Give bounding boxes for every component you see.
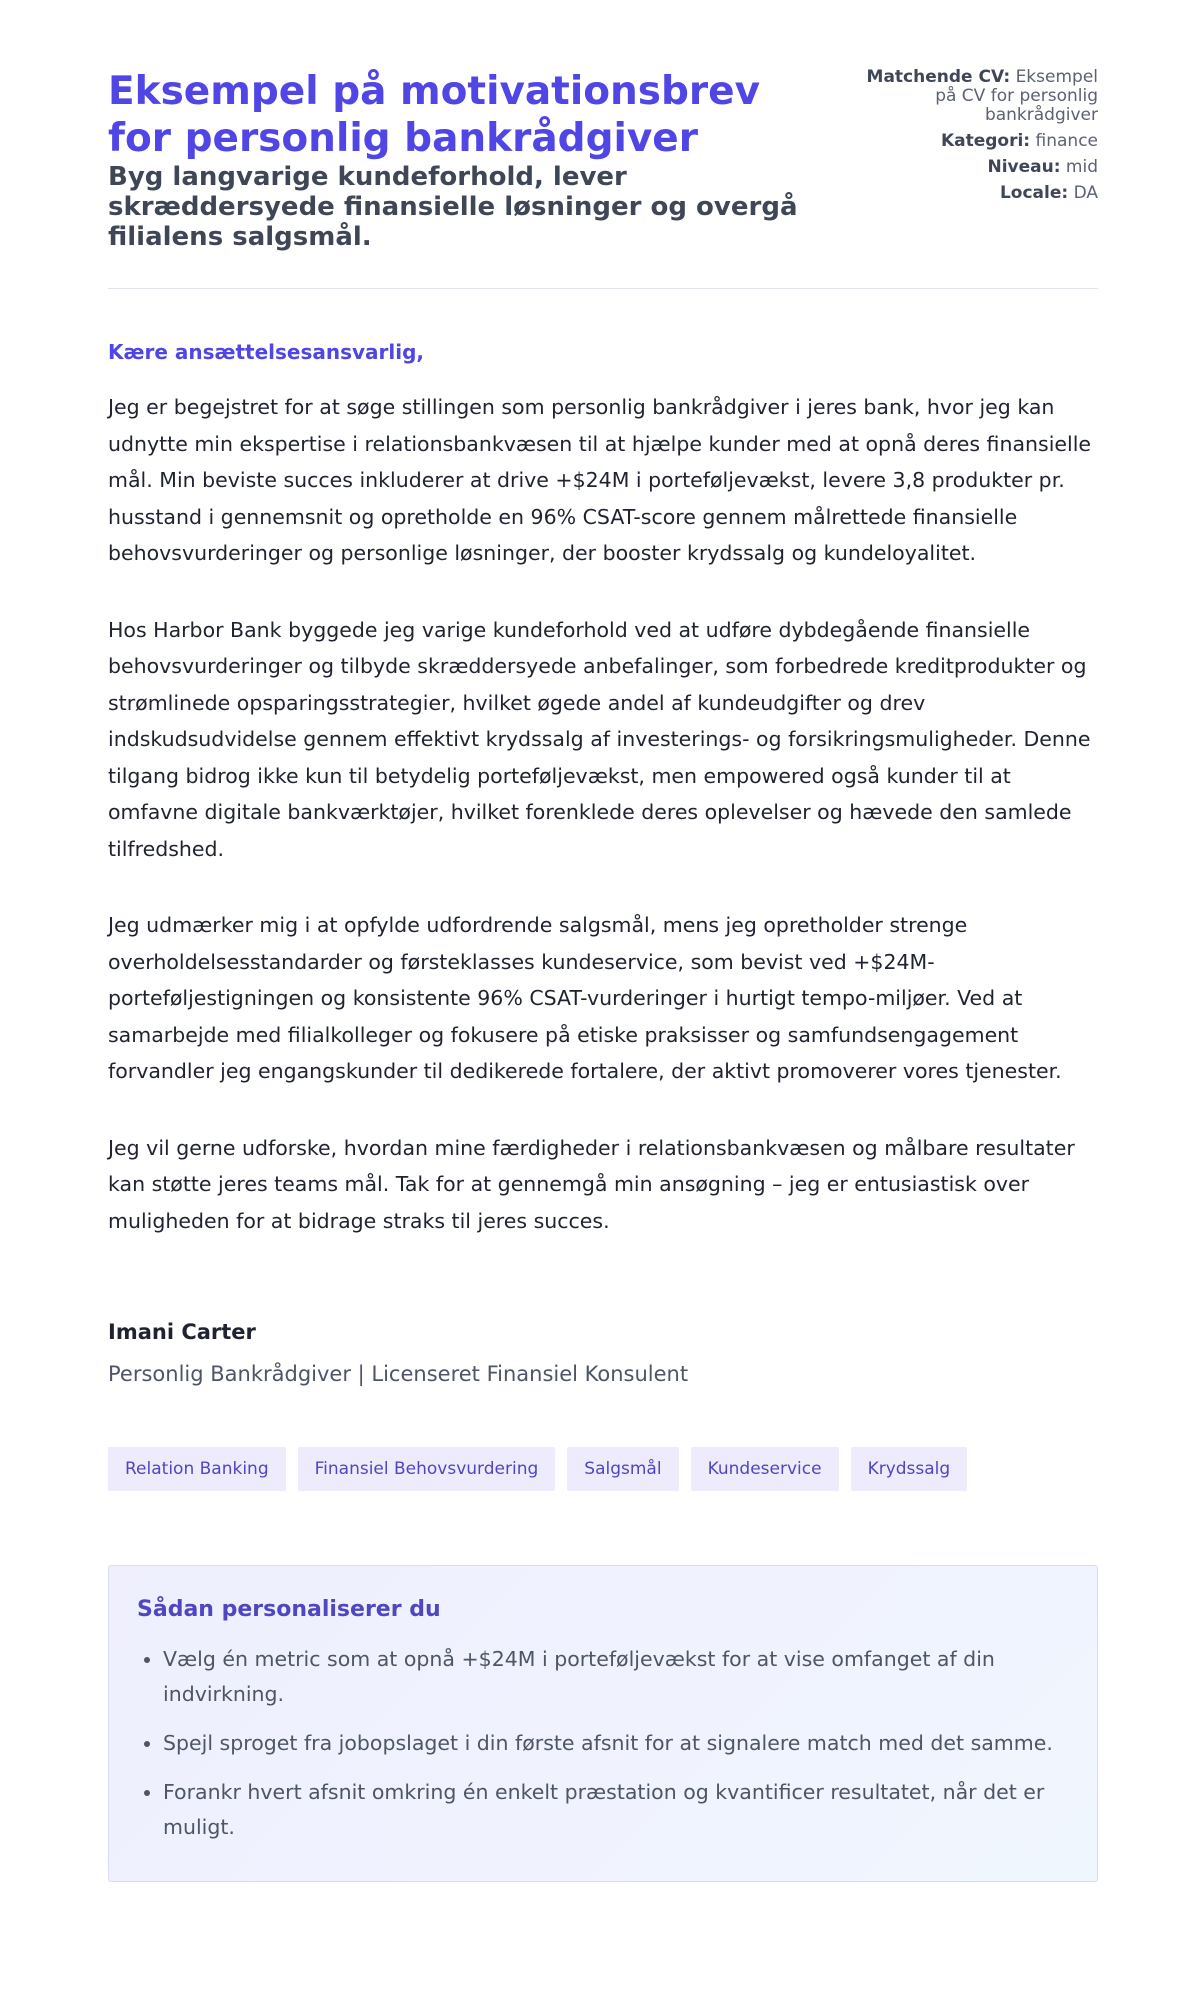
skill-tags	[108, 1447, 1098, 1491]
header-divider	[108, 288, 1098, 289]
tip-item: • Vælg én metric som at opnå +$24M i porteføljevækst for at vise omfanget af din indvirkning.	[163, 1642, 1069, 1712]
meta-category-label: Kategori:	[940, 131, 1031, 151]
letter-paragraph: Jeg vil gerne udforske, hvordan mine færdigheder i relationsbankvæsen og målbare resultater kan støtte jeres teams mål. Tak for at gennemgå min ansøgning – jeg er entusiastisk over muligheden for at bidrage straks til jeres succes.	[108, 1135, 1075, 1233]
meta-cv	[848, 68, 1098, 125]
salutation: Kære ansættelsesansvarlig,	[108, 340, 425, 364]
meta-level-value: mid	[1065, 157, 1098, 177]
meta-locale	[848, 184, 1098, 203]
tips-title: Sådan personaliserer du	[137, 1597, 441, 1622]
skill-tag: Kundeservice	[691, 1447, 839, 1491]
title-block	[108, 68, 828, 252]
skill-tag: Salgsmål	[567, 1447, 678, 1491]
meta-level-label: Niveau:	[987, 157, 1061, 177]
letter-paragraph: Jeg er begejstret for at søge stillingen som personlig bankrådgiver i jeres bank, hvor jeg kan udnytte min ekspertise i relationsbankvæsen til at hjælpe kunder med at opnå deres finansielle mål. Min beviste succes inkluderer at drive +$24M i porteføljevækst, levere 3,8 produkter pr. husstand i gennemsnit og opretholde en 96% CSAT-score gennem målrettede finansielle behovsvurderinger og personlige løsninger, der booster krydssalg og kundeloyalitet.	[108, 395, 1092, 565]
meta-cv-value: Eksempel på CV for personlig bankrådgiver	[935, 67, 1098, 125]
meta-category	[848, 132, 1098, 151]
page-header	[108, 68, 1098, 252]
skill-tag: Finansiel Behovsvurdering	[298, 1447, 556, 1491]
personalization-tips-box	[108, 1565, 1098, 1882]
letter-paragraph: Hos Harbor Bank byggede jeg varige kundeforhold ved at udføre dybdegående finansielle behovsvurderinger og tilbyde skræddersyede anbefalinger, som forbedrede kreditprodukter og strømlinede opsparingsstrategier, hvilket øgede andel af kundeudgifter og drev indskudsudvidelse gennem effektivt krydssalg af investerings- og forsikringsmuligheder. Denne tilgang bidrog ikke kun til betydelig porteføljevækst, men empowered også kunder til at omfavne digitale bankværktøjer, hvilket forenklede deres oplevelser og hævede den samlede tilfredshed.	[108, 617, 1091, 861]
signature-name: Imani Carter	[108, 1320, 256, 1344]
page-title: Eksempel på motivationsbrev for personlig bankrådgiver	[108, 69, 760, 161]
meta-locale-label: Locale:	[999, 183, 1069, 203]
skill-tag: Krydssalg	[851, 1447, 968, 1491]
meta-panel	[848, 68, 1098, 210]
meta-category-value: finance	[1035, 131, 1098, 151]
tip-item: • Spejl sproget fra jobopslaget i din første afsnit for at signalere match med det samme.	[163, 1726, 1069, 1761]
signature-title: Personlig Bankrådgiver | Licenseret Finansiel Konsulent	[108, 1362, 689, 1386]
letter-paragraph: Jeg udmærker mig i at opfylde udfordrende salgsmål, mens jeg opretholder strenge overholdelsesstandarder og førsteklasses kundeservice, som bevist ved +$24M-porteføljestigningen og konsistente 96% CSAT-vurderinger i hurtigt tempo-miljøer. Ved at samarbejde med filialkolleger og fokusere på etiske praksisser og samfundsengagement forvandler jeg engangskunder til dedikerede fortalere, der aktivt promoverer vores tjenester.	[108, 913, 1062, 1083]
page-subtitle: Byg langvarige kundeforhold, lever skræddersyede finansielle løsninger og overgå filialens salgsmål.	[108, 162, 798, 252]
tip-item: • Forankr hvert afsnit omkring én enkelt præstation og kvantificer resultatet, når det er muligt.	[163, 1775, 1069, 1845]
tips-list	[137, 1642, 1069, 1845]
meta-level	[848, 158, 1098, 177]
meta-cv-label: Matchende CV:	[866, 67, 1011, 87]
skill-tag: Relation Banking	[108, 1447, 286, 1491]
letter-page	[108, 0, 1098, 1882]
meta-locale-value: DA	[1073, 183, 1098, 203]
